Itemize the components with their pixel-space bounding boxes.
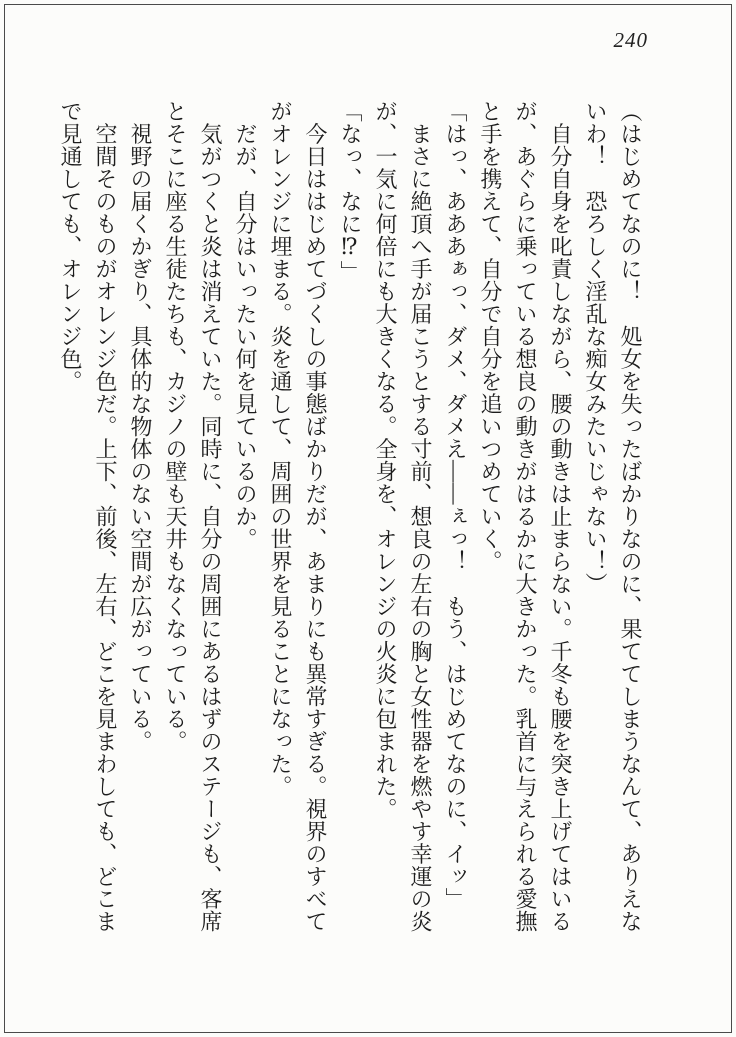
paragraph-narration: 空間そのものがオレンジ色だ。上下、前後、左右、どこを見まわしても、どこまで見通しても、オレンジ色。 [58,100,118,933]
paragraph-thought: （はじめてなのに！ 処女を失ったばかりなのに、果ててしまうなんて、ありえないわ！ 恐ろしく淫乱な痴女みたいじゃない！） [583,100,643,933]
paragraph-dialogue: 「なっ、なに⁉」 [338,100,363,283]
paragraph-narration: 今日ははじめてづくしの事態ばかりだが、あまりにも異常すぎる。視界のすべてがオレンジに埋まる。炎を通して、周囲の世界を見ることになった。 [268,100,328,933]
paragraph-narration: 自分自身を叱責しながら、腰の動きは止まらない。千冬も腰を突き上げてはいるが、あぐらに乗っている想良の動きがはるかに大きかった。乳首に与えられる愛撫と手を携えて、自分で自分を追いつめていく。 [478,100,573,933]
paragraph-dialogue: 「はっ、あああぁっ、ダメ、ダメえ――ぇっ！ もう、はじめてなのに、イッ」 [443,100,468,910]
page-number: 240 [613,28,648,52]
paragraph-narration: 視野の届くかぎり、具体的な物体のない空間が広がっている。 [128,100,153,753]
paragraph-narration: だが、自分はいったい何を見ているのか。 [233,100,258,550]
paragraph-narration: まさに絶頂へ手が届こうとする寸前、想良の左右の胸と女性器を燃やす幸運の炎が、一気に何倍にも大きくなる。全身を、オレンジの火炎に包まれた。 [373,100,433,933]
body-text [53,100,648,945]
paragraph-narration: 気がつくと炎は消えていた。同時に、自分の周囲にあるはずのステージも、客席とそこに座る生徒たちも、カジノの壁も天井もなくなっている。 [163,100,223,933]
